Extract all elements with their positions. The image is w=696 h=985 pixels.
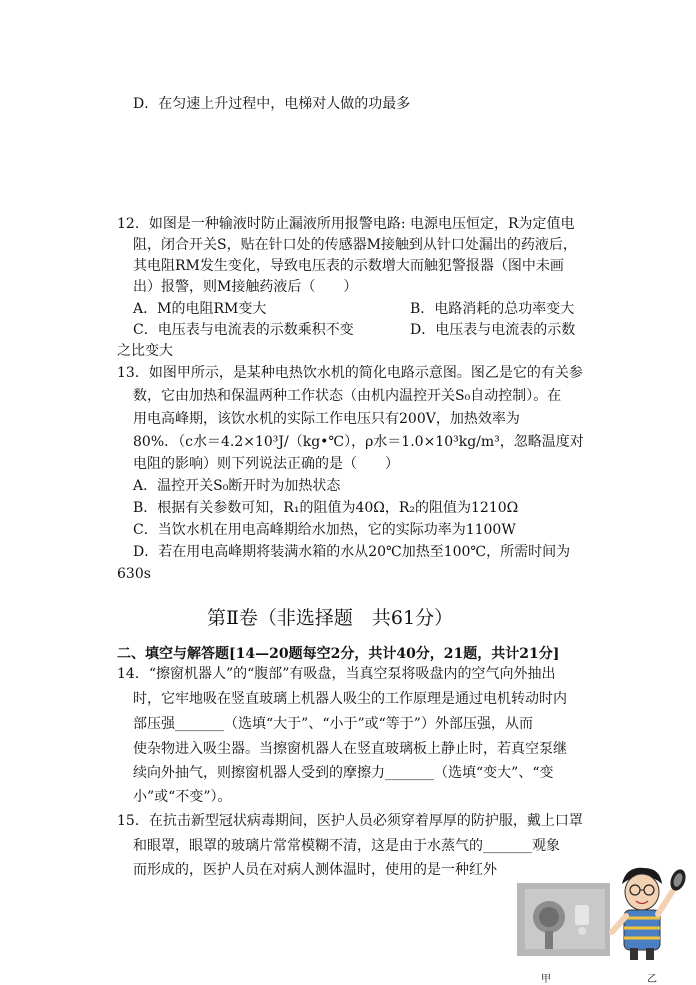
q12-option-d: D．电压表与电流表的示数 <box>410 322 576 338</box>
q12-option-d-cont: 之比变大 <box>117 343 173 359</box>
q13-option-a: A．温控开关S₀断开时为加热状态 <box>133 478 341 494</box>
q12-stem-line-1: 12．如图是一种输液时防止漏液所用报警电路: 电源电压恒定，R为定值电 <box>117 216 575 232</box>
q13-option-c: C．当饮水机在用电高峰期给水加热，它的实际功率为1100W <box>133 522 516 538</box>
q13-stem-line-1: 13．如图甲所示，是某种电热饮水机的简化电路示意图。图乙是它的有关参 <box>117 365 583 381</box>
q14-line-4: 使杂物进入吸尘器。当擦窗机器人在竖直玻璃板上静止时，若真空泵继 <box>133 741 567 757</box>
caption-jia: 甲 <box>541 974 551 985</box>
q15-line-1: 15．在抗击新型冠状病毒期间，医护人员必须穿着厚厚的防护服，戴上口罩 <box>117 813 583 829</box>
q13-option-d: D．若在用电高峰期将装满水箱的水从20℃加热至100℃，所需时间为 <box>133 544 571 560</box>
q12-stem-line-2: 阻，闭合开关S，贴在针口处的传感器M接触到从针口处漏出的药液后， <box>133 237 577 253</box>
cartoon-person-graphic <box>604 862 688 962</box>
thermometer-photo <box>517 883 610 956</box>
q15-line-2: 和眼罩，眼罩的玻璃片常常模糊不清，这是由于水蒸气的_______观象 <box>133 838 560 854</box>
q12-option-c: C．电压表与电流表的示数乘积不变 <box>133 322 354 338</box>
q14-line-2: 时，它牢地吸在竖直玻璃上机器人吸尘的工作原理是通过电机转动时内 <box>133 691 567 707</box>
q14-line-1: 14．“擦窗机器人”的“腹部”有吸盘，当真空泵将吸盘内的空气向外抽出 <box>117 666 556 682</box>
q14-line-5: 续向外抽气，则擦窗机器人受到的摩擦力_______（选填“变大”、“变 <box>133 765 554 781</box>
q13-stem-line-5: 电阻的影响）则下列说法正确的是（ ） <box>133 456 399 472</box>
q13-stem-line-4: 80%．（c水＝4.2×10³J/（kg•℃），ρ水＝1.0×10³kg/m³，忽略温度对 <box>133 434 584 450</box>
cartoon-figure <box>604 862 688 962</box>
q13-stem-line-3: 用电高峰期，该饮水机的实际工作电压只有200V，加热效率为 <box>133 411 520 427</box>
q12-option-a: A．M的电阻RM变大 <box>133 301 267 317</box>
q12-stem-line-4: 出）报警，则M接触药液后（ ） <box>133 279 358 295</box>
part2-heading: 第Ⅱ卷（非选择题 共61分） <box>207 607 454 629</box>
q13-stem-line-2: 数，它由加热和保温两种工作状态（由机内温控开关S₀自动控制）。在 <box>133 388 562 404</box>
q15-line-3: 而形成的，医护人员在对病人测体温时，使用的是一种红外 <box>133 862 497 878</box>
q12-stem-line-3: 其电阻RM发生变化，导致电压表的示数增大而触犯警报器（图中未画 <box>133 258 564 274</box>
section2-title: 二、填空与解答题[14—20题每空2分，共计40分，21题，共计21分] <box>117 646 560 662</box>
q11-option-d: D．在匀速上升过程中，电梯对人做的功最多 <box>133 96 411 112</box>
q14-line-6: 小”或“不变”）。 <box>133 789 232 805</box>
thermometer-photo-graphic <box>517 883 610 956</box>
q13-option-d-cont: 630s <box>117 566 151 582</box>
q12-option-b: B．电路消耗的总功率变大 <box>410 301 575 317</box>
q14-line-3: 部压强_______（选填“大于”、“小于”或“等于”）外部压强，从而 <box>133 716 533 732</box>
q13-option-b: B．根据有关参数可知，R₁的阻值为40Ω，R₂的阻值为1210Ω <box>133 500 519 516</box>
caption-yi: 乙 <box>647 974 657 985</box>
